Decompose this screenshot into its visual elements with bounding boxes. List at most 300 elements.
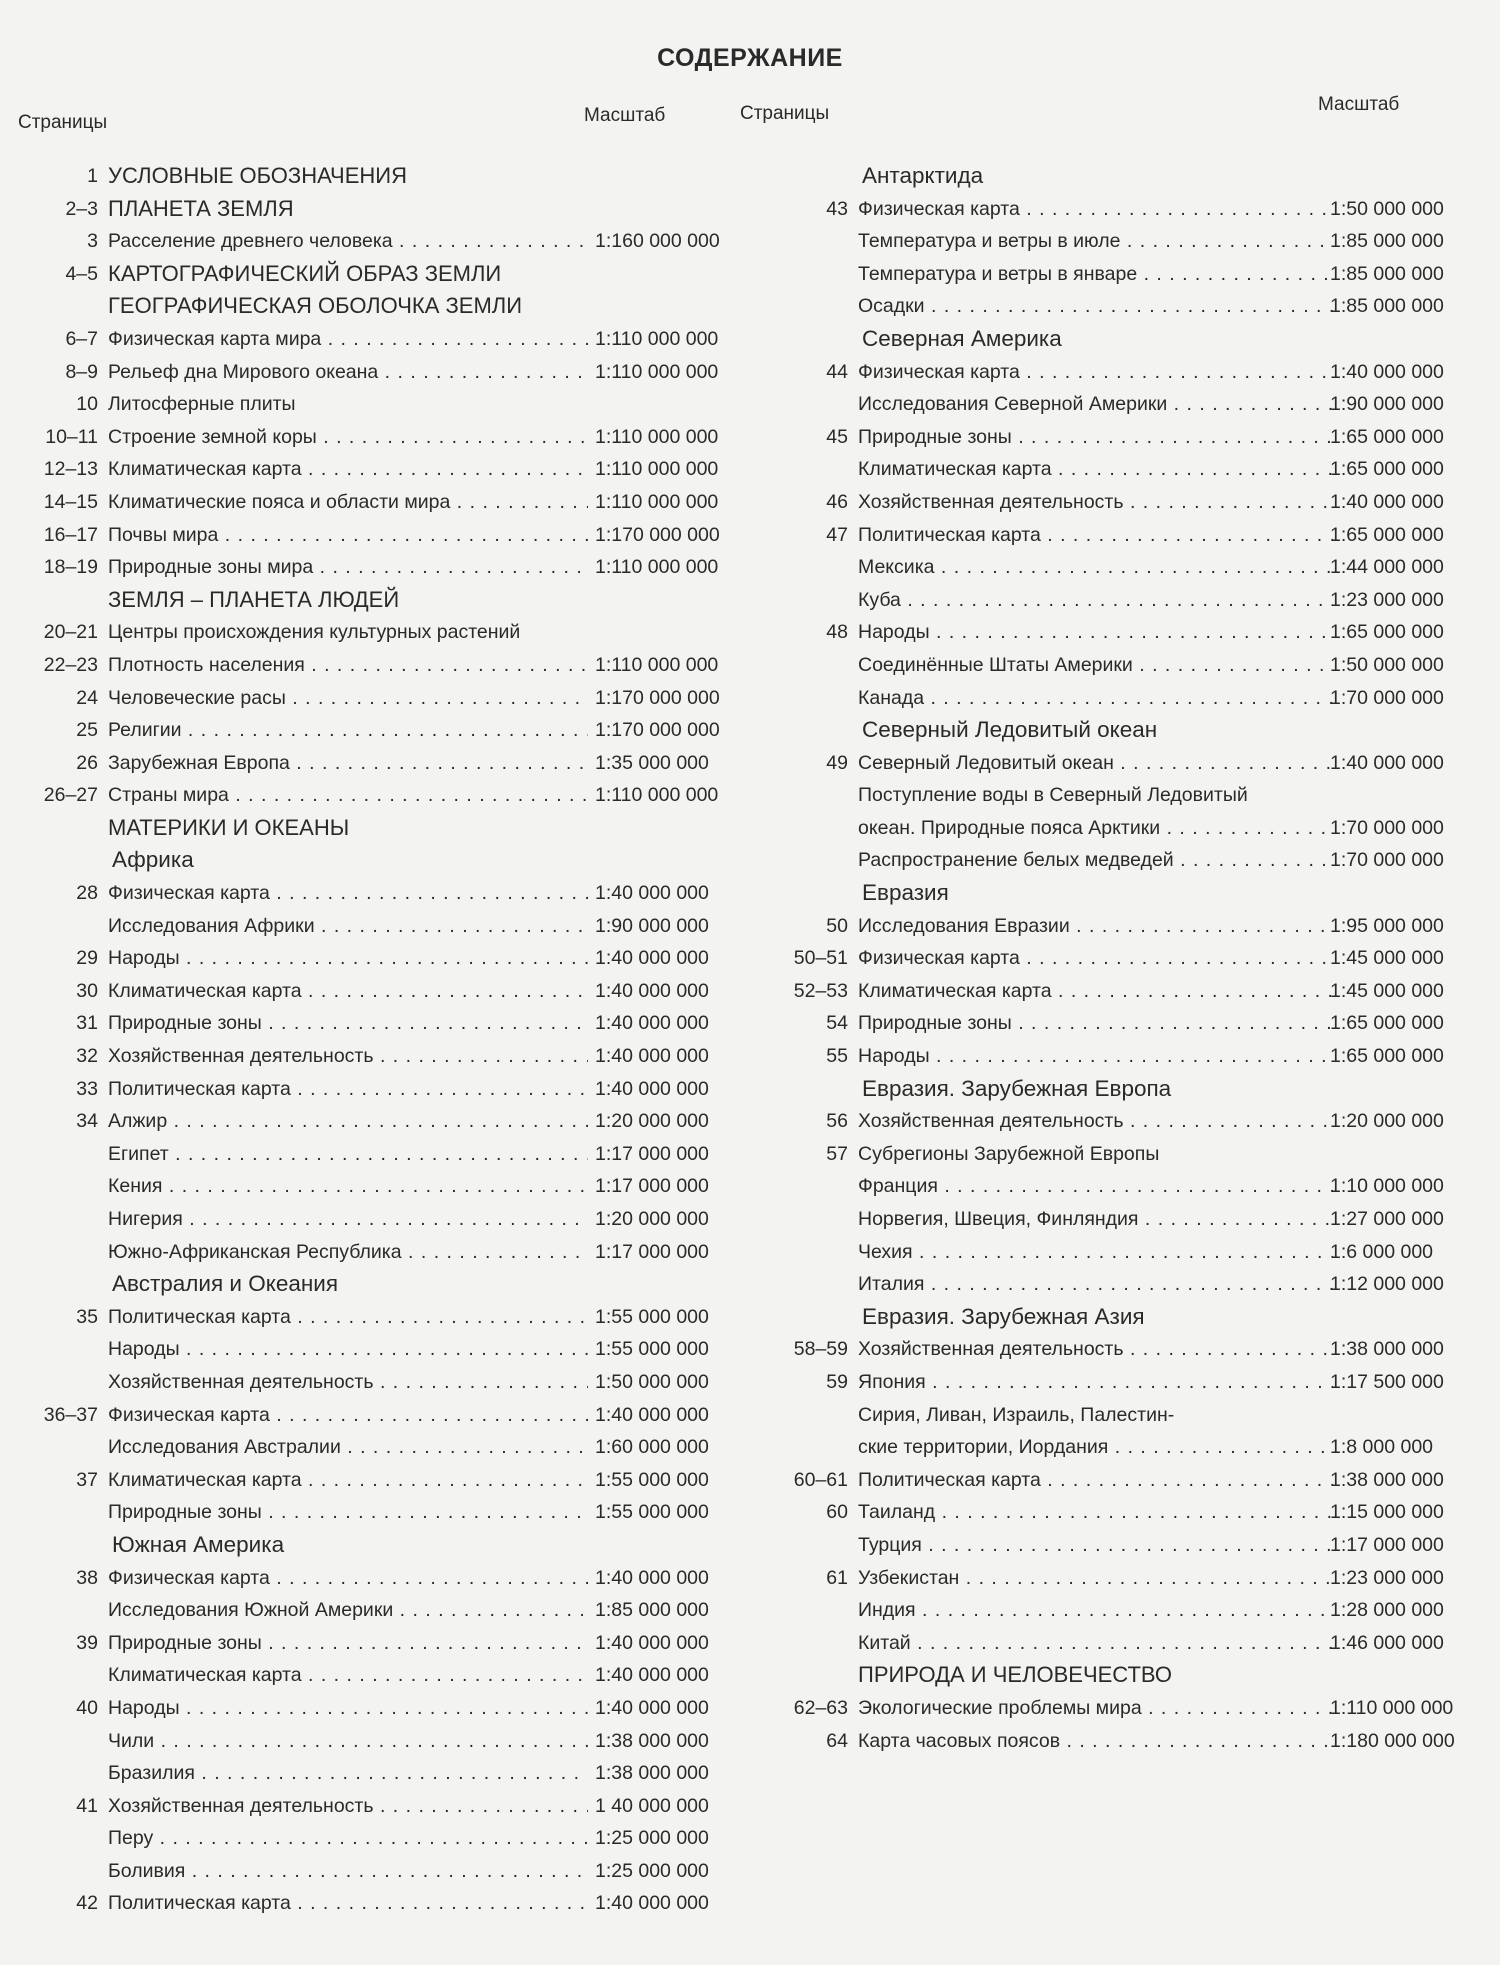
toc-map-scale: 1:85 000 000 — [1330, 230, 1444, 253]
toc-map-scale: 1:110 000 000 — [595, 784, 719, 807]
toc-page-number: 25 — [76, 719, 98, 742]
toc-map-scale: 1:40 000 000 — [595, 1892, 709, 1915]
toc-section-heading — [10, 258, 730, 291]
toc-map-scale: 1:40 000 000 — [595, 1077, 709, 1100]
toc-entry-title: Физическая карта . . . — [858, 356, 1333, 389]
toc-entry-title: Температура и ветры в июле . . . — [858, 225, 1333, 258]
toc-entry — [10, 225, 730, 258]
toc-section-heading — [10, 1529, 730, 1562]
toc-page-number: 62–63 — [793, 1696, 848, 1719]
toc-entry-title: Исследования Северной Америки . . . — [858, 388, 1333, 421]
toc-map-scale: 1:40 000 000 — [595, 1566, 709, 1589]
toc-entry-title: Италия . . . — [858, 1268, 1333, 1301]
toc-entry-title: Страны мира . . . — [108, 779, 588, 812]
toc-page-number: 36–37 — [43, 1403, 98, 1426]
toc-map-scale: 1:180 000 000 — [1330, 1729, 1455, 1752]
scale-column-label-right: Масштаб — [1318, 94, 1400, 115]
toc-map-scale: 1:40 000 000 — [595, 1403, 709, 1426]
toc-entry-title: Исследования Австралии . . . — [108, 1431, 588, 1464]
toc-page-number: 28 — [76, 882, 98, 905]
toc-map-scale: 1:25 000 000 — [595, 1859, 709, 1882]
toc-entry-title: Физическая карта . . . — [108, 1399, 588, 1432]
toc-entry — [760, 616, 1480, 649]
toc-map-scale: 1:65 000 000 — [1330, 1012, 1444, 1035]
toc-section-heading — [10, 193, 730, 226]
toc-entry — [760, 1040, 1480, 1073]
toc-entry — [760, 942, 1480, 975]
toc-entry-title: Индия . . . — [858, 1594, 1333, 1627]
toc-entry-title: Центры происхождения культурных растений — [108, 621, 521, 644]
toc-page-number: 22–23 — [43, 653, 98, 676]
toc-entry-title: Политическая карта . . . — [108, 1887, 588, 1920]
toc-map-scale: 1:65 000 000 — [1330, 425, 1444, 448]
toc-entry-title: Мексика . . . — [858, 551, 1333, 584]
toc-entry — [10, 486, 730, 519]
toc-entry-title: Боливия . . . — [108, 1855, 588, 1888]
toc-entry-title: Северный Ледовитый океан — [862, 717, 1158, 743]
toc-entry — [760, 1236, 1480, 1269]
toc-entry — [10, 1887, 730, 1920]
toc-entry — [10, 421, 730, 454]
toc-entry — [760, 844, 1480, 877]
toc-map-scale: 1:10 000 000 — [1330, 1175, 1444, 1198]
toc-entry — [760, 193, 1480, 226]
toc-right-column — [760, 160, 1480, 1757]
toc-map-scale: 1:17 000 000 — [595, 1142, 709, 1165]
toc-section-heading — [760, 714, 1480, 747]
toc-entry-title: Народы . . . — [108, 942, 588, 975]
toc-entry-title: Куба . . . — [858, 584, 1333, 617]
toc-page-number: 54 — [826, 1012, 848, 1035]
toc-entry-title: Климатическая карта . . . — [108, 975, 588, 1008]
toc-entry — [10, 877, 730, 910]
toc-entry-title: Народы . . . — [858, 1040, 1333, 1073]
toc-entry — [10, 1464, 730, 1497]
toc-map-scale: 1:17 000 000 — [595, 1175, 709, 1198]
toc-map-scale: 1:55 000 000 — [595, 1468, 709, 1491]
toc-map-scale: 1:110 000 000 — [595, 653, 719, 676]
toc-entry-title: Климатическая карта . . . — [108, 1659, 588, 1692]
toc-map-scale: 1:110 000 000 — [595, 425, 719, 448]
toc-map-scale: 1:60 000 000 — [595, 1436, 709, 1459]
toc-entry — [10, 388, 730, 421]
toc-entry-title: Политическая карта . . . — [108, 1073, 588, 1106]
toc-entry-title: Исследования Южной Америки . . . — [108, 1594, 588, 1627]
toc-entry — [10, 714, 730, 747]
toc-entry-title: ские территории, Иордания . . . — [858, 1431, 1333, 1464]
toc-entry-title: Физическая карта . . . — [108, 877, 588, 910]
toc-map-scale: 1:90 000 000 — [1330, 393, 1444, 416]
toc-page-number: 40 — [76, 1696, 98, 1719]
toc-page-number: 33 — [76, 1077, 98, 1100]
toc-page-number: 20–21 — [43, 621, 98, 644]
toc-entry — [760, 356, 1480, 389]
toc-page-number: 41 — [76, 1794, 98, 1817]
toc-entry-title: Южно-Африканская Республика . . . — [108, 1236, 588, 1269]
toc-entry — [10, 1725, 730, 1758]
toc-entry — [760, 1333, 1480, 1366]
toc-map-scale: 1:170 000 000 — [595, 719, 720, 742]
toc-map-scale: 1:70 000 000 — [1330, 686, 1444, 709]
toc-map-scale: 1:23 000 000 — [1330, 588, 1444, 611]
toc-map-scale: 1:8 000 000 — [1330, 1436, 1434, 1459]
toc-entry — [10, 910, 730, 943]
toc-map-scale: 1:65 000 000 — [1330, 1045, 1444, 1068]
toc-entry-title: Политическая карта . . . — [108, 1301, 588, 1334]
toc-section-heading — [10, 844, 730, 877]
toc-entry-title: Перу . . . — [108, 1822, 588, 1855]
toc-entry — [760, 1496, 1480, 1529]
toc-section-heading — [760, 1301, 1480, 1334]
toc-entry-title: Кения . . . — [108, 1170, 588, 1203]
toc-page-number: 3 — [87, 230, 98, 253]
toc-entry-title: океан. Природные пояса Арктики . . . — [858, 812, 1333, 845]
toc-entry — [760, 812, 1480, 845]
toc-page-number: 16–17 — [43, 523, 98, 546]
toc-page-number: 26 — [76, 751, 98, 774]
toc-entry — [10, 1562, 730, 1595]
toc-entry-title: Евразия. Зарубежная Европа — [862, 1075, 1172, 1101]
toc-map-scale: 1:170 000 000 — [595, 686, 720, 709]
toc-entry-title: Северная Америка — [862, 325, 1062, 351]
toc-entry-title: Природные зоны мира . . . — [108, 551, 588, 584]
toc-entry — [10, 323, 730, 356]
toc-entry — [10, 1105, 730, 1138]
toc-map-scale: 1:110 000 000 — [595, 360, 719, 383]
toc-page-number: 58–59 — [793, 1338, 848, 1361]
toc-entry-title: Таиланд . . . — [858, 1496, 1333, 1529]
toc-entry-title: Расселение древнего человека . . . — [108, 225, 588, 258]
toc-map-scale: 1:17 000 000 — [1330, 1533, 1444, 1556]
toc-entry — [10, 356, 730, 389]
toc-page-number: 10–11 — [45, 425, 98, 448]
toc-entry — [10, 1170, 730, 1203]
toc-entry — [760, 975, 1480, 1008]
toc-map-scale: 1:38 000 000 — [1330, 1468, 1444, 1491]
toc-page-number: 60 — [826, 1501, 848, 1524]
toc-map-scale: 1:40 000 000 — [595, 1631, 709, 1654]
toc-map-scale: 1:65 000 000 — [1330, 621, 1444, 644]
toc-page-number: 64 — [826, 1729, 848, 1752]
toc-page-number: 55 — [826, 1045, 848, 1068]
toc-entry — [760, 1366, 1480, 1399]
toc-page-number: 2–3 — [65, 197, 98, 220]
toc-entry-title: Норвегия, Швеция, Финляндия . . . — [858, 1203, 1333, 1236]
toc-entry — [760, 1138, 1480, 1171]
toc-entry — [760, 551, 1480, 584]
toc-entry-title: УСЛОВНЫЕ ОБОЗНАЧЕНИЯ — [108, 163, 407, 188]
toc-page-number: 48 — [826, 621, 848, 644]
toc-entry — [760, 779, 1480, 812]
toc-section-heading — [760, 1073, 1480, 1106]
toc-page-number: 42 — [76, 1892, 98, 1915]
toc-entry-title: Осадки . . . — [858, 290, 1333, 323]
toc-entry — [760, 421, 1480, 454]
toc-entry-title: Политическая карта . . . — [858, 519, 1333, 552]
toc-map-scale: 1:20 000 000 — [1330, 1110, 1444, 1133]
toc-entry — [10, 1594, 730, 1627]
toc-entry-title: Климатические пояса и области мира . . . — [108, 486, 588, 519]
toc-entry-title: Народы . . . — [858, 616, 1333, 649]
toc-entry-title: Хозяйственная деятельность . . . — [858, 1333, 1333, 1366]
toc-page-number: 47 — [826, 523, 848, 546]
toc-entry — [10, 1790, 730, 1823]
toc-entry — [760, 1105, 1480, 1138]
toc-entry — [760, 453, 1480, 486]
toc-map-scale: 1:38 000 000 — [595, 1762, 709, 1785]
toc-entry-title: Почвы мира . . . — [108, 519, 588, 552]
pages-column-label-left: Страницы — [18, 112, 108, 133]
toc-section-heading — [760, 877, 1480, 910]
toc-entry-title: Узбекистан . . . — [858, 1562, 1333, 1595]
toc-entry-title: Природные зоны . . . — [108, 1627, 588, 1660]
toc-section-heading — [10, 584, 730, 617]
toc-map-scale: 1:17 000 000 — [595, 1240, 709, 1263]
toc-entry — [10, 1627, 730, 1660]
toc-page-number: 6–7 — [65, 327, 98, 350]
toc-entry-title: Алжир . . . — [108, 1105, 588, 1138]
toc-entry — [10, 649, 730, 682]
toc-section-heading — [10, 160, 730, 193]
toc-map-scale: 1:40 000 000 — [1330, 360, 1444, 383]
toc-map-scale: 1:20 000 000 — [595, 1110, 709, 1133]
toc-entry — [10, 1496, 730, 1529]
toc-map-scale: 1:170 000 000 — [595, 523, 720, 546]
toc-entry-title: Бразилия . . . — [108, 1757, 588, 1790]
toc-entry — [760, 225, 1480, 258]
toc-entry — [760, 1399, 1480, 1432]
toc-entry-title: Физическая карта . . . — [108, 1562, 588, 1595]
toc-page-number: 50–51 — [793, 947, 848, 970]
toc-map-scale: 1:85 000 000 — [1330, 295, 1444, 318]
toc-entry-title: Экологические проблемы мира . . . — [858, 1692, 1333, 1725]
toc-map-scale: 1:15 000 000 — [1330, 1501, 1444, 1524]
toc-map-scale: 1:65 000 000 — [1330, 523, 1444, 546]
toc-entry — [10, 975, 730, 1008]
pages-column-label-right: Страницы — [740, 103, 830, 124]
toc-entry — [760, 584, 1480, 617]
toc-page-number: 45 — [826, 425, 848, 448]
toc-entry — [760, 1464, 1480, 1497]
toc-map-scale: 1:25 000 000 — [595, 1827, 709, 1850]
toc-entry — [10, 1399, 730, 1432]
toc-page-number: 57 — [826, 1142, 848, 1165]
toc-entry — [10, 1757, 730, 1790]
toc-entry — [10, 1138, 730, 1171]
toc-entry-title: Южная Америка — [112, 1531, 285, 1557]
toc-entry — [10, 616, 730, 649]
toc-page-number: 8–9 — [65, 360, 98, 383]
toc-entry-title: Канада . . . — [858, 682, 1333, 715]
toc-entry — [10, 1073, 730, 1106]
toc-entry-title: Литосферные плиты — [108, 393, 296, 416]
toc-entry-title: Хозяйственная деятельность . . . — [108, 1040, 588, 1073]
toc-page-number: 26–27 — [43, 784, 98, 807]
toc-entry — [10, 519, 730, 552]
toc-entry-title: Нигерия . . . — [108, 1203, 588, 1236]
toc-entry-title: Физическая карта . . . — [858, 193, 1333, 226]
toc-entry — [760, 910, 1480, 943]
toc-page-number: 39 — [76, 1631, 98, 1654]
toc-map-scale: 1:28 000 000 — [1330, 1599, 1444, 1622]
toc-entry — [10, 1366, 730, 1399]
toc-page-number: 32 — [76, 1045, 98, 1068]
toc-left-column — [10, 160, 730, 1920]
toc-section-heading — [760, 1659, 1480, 1692]
toc-entry-title: Турция . . . — [858, 1529, 1333, 1562]
toc-map-scale: 1:40 000 000 — [595, 1045, 709, 1068]
toc-page-number: 56 — [826, 1110, 848, 1133]
toc-entry-title: Чехия . . . — [858, 1236, 1333, 1269]
toc-entry — [760, 1692, 1480, 1725]
toc-map-scale: 1:70 000 000 — [1330, 849, 1444, 872]
toc-map-scale: 1:40 000 000 — [595, 1696, 709, 1719]
toc-map-scale: 1:85 000 000 — [1330, 262, 1444, 285]
toc-entry-title: Плотность населения . . . — [108, 649, 588, 682]
toc-entry-title: Субрегионы Зарубежной Европы — [858, 1142, 1160, 1165]
toc-map-scale: 1:45 000 000 — [1330, 947, 1444, 970]
toc-page-number: 35 — [76, 1305, 98, 1328]
toc-entry-title: ПЛАНЕТА ЗЕМЛЯ — [108, 195, 294, 221]
toc-entry — [10, 1203, 730, 1236]
toc-entry-title: Евразия — [862, 880, 949, 906]
toc-entry — [10, 1822, 730, 1855]
toc-entry-title: Евразия. Зарубежная Азия — [862, 1303, 1145, 1329]
toc-section-heading — [760, 160, 1480, 193]
toc-map-scale: 1:23 000 000 — [1330, 1566, 1444, 1589]
toc-entry — [760, 1170, 1480, 1203]
toc-entry — [760, 1203, 1480, 1236]
toc-page-number: 61 — [826, 1566, 848, 1589]
toc-entry-title: Франция . . . — [858, 1170, 1333, 1203]
toc-entry-title: МАТЕРИКИ И ОКЕАНЫ — [108, 814, 350, 840]
toc-entry — [10, 1040, 730, 1073]
toc-page-number: 44 — [826, 360, 848, 383]
toc-entry-title: Африка — [112, 847, 194, 873]
toc-map-scale: 1:50 000 000 — [595, 1370, 709, 1393]
toc-map-scale: 1:40 000 000 — [595, 947, 709, 970]
toc-entry — [760, 290, 1480, 323]
toc-map-scale: 1:40 000 000 — [595, 1664, 709, 1687]
toc-entry-title: Зарубежная Европа . . . — [108, 747, 588, 780]
toc-entry-title: Карта часовых поясов . . . — [858, 1725, 1333, 1758]
toc-page-number: 50 — [826, 914, 848, 937]
toc-page-number: 4–5 — [65, 262, 98, 285]
scale-column-label-left: Масштаб — [584, 105, 666, 126]
toc-entry — [10, 1692, 730, 1725]
toc-map-scale: 1:40 000 000 — [595, 979, 709, 1002]
toc-map-scale: 1:50 000 000 — [1330, 197, 1444, 220]
toc-entry-title: Австралия и Океания — [112, 1271, 339, 1297]
toc-map-scale: 1:95 000 000 — [1330, 914, 1444, 937]
toc-page-number: 31 — [76, 1012, 98, 1035]
toc-entry-title: Природные зоны . . . — [108, 1007, 588, 1040]
toc-section-heading — [760, 323, 1480, 356]
toc-entry-title: Природные зоны . . . — [858, 421, 1333, 454]
toc-entry — [10, 942, 730, 975]
toc-map-scale: 1 40 000 000 — [595, 1794, 709, 1817]
toc-map-scale: 1:12 000 000 — [1330, 1273, 1444, 1296]
toc-entry-title: Климатическая карта . . . — [858, 453, 1333, 486]
toc-map-scale: 1:65 000 000 — [1330, 458, 1444, 481]
toc-entry-title: Природные зоны . . . — [108, 1496, 588, 1529]
toc-page-number: 52–53 — [793, 979, 848, 1002]
toc-page-number: 60–61 — [793, 1468, 848, 1491]
toc-map-scale: 1:40 000 000 — [595, 1012, 709, 1035]
toc-entry — [10, 1236, 730, 1269]
toc-map-scale: 1:44 000 000 — [1330, 556, 1444, 579]
toc-entry-title: Соединённые Штаты Америки . . . — [858, 649, 1333, 682]
toc-section-heading — [10, 1268, 730, 1301]
toc-entry-title: Распространение белых медведей . . . — [858, 844, 1333, 877]
toc-entry-title: Исследования Евразии . . . — [858, 910, 1333, 943]
toc-entry — [760, 1594, 1480, 1627]
toc-entry-title: Хозяйственная деятельность . . . — [858, 486, 1333, 519]
toc-page-number: 34 — [76, 1110, 98, 1133]
toc-entry — [760, 1627, 1480, 1660]
toc-entry — [760, 1529, 1480, 1562]
toc-page-number: 1 — [87, 165, 98, 187]
toc-map-scale: 1:110 000 000 — [595, 458, 719, 481]
toc-map-scale: 1:40 000 000 — [595, 882, 709, 905]
toc-entry-title: Климатическая карта . . . — [108, 453, 588, 486]
toc-entry — [760, 682, 1480, 715]
toc-entry-title: Япония . . . — [858, 1366, 1333, 1399]
toc-map-scale: 1:55 000 000 — [595, 1305, 709, 1328]
toc-entry-title: Климатическая карта . . . — [108, 1464, 588, 1497]
toc-map-scale: 1:50 000 000 — [1330, 653, 1444, 676]
toc-map-scale: 1:35 000 000 — [595, 751, 709, 774]
toc-page-number: 10 — [76, 393, 98, 416]
toc-map-scale: 1:20 000 000 — [595, 1208, 709, 1230]
toc-map-scale: 1:46 000 000 — [1330, 1631, 1444, 1654]
toc-map-scale: 1:6 000 000 — [1330, 1240, 1434, 1263]
toc-page-number: 24 — [76, 686, 98, 709]
toc-entry-title: Политическая карта . . . — [858, 1464, 1333, 1497]
toc-entry — [760, 258, 1480, 291]
toc-map-scale: 1:110 000 000 — [1330, 1696, 1454, 1719]
toc-entry — [10, 1659, 730, 1692]
toc-section-heading — [10, 812, 730, 845]
toc-page-number: 12–13 — [43, 458, 98, 481]
toc-entry — [760, 747, 1480, 780]
toc-entry — [760, 1562, 1480, 1595]
toc-map-scale: 1:110 000 000 — [595, 490, 719, 513]
toc-entry — [10, 1007, 730, 1040]
toc-page-number: 46 — [826, 490, 848, 513]
toc-map-scale: 1:40 000 000 — [1330, 490, 1444, 513]
toc-page-number: 14–15 — [43, 490, 98, 513]
toc-entry-title: Религии . . . — [108, 714, 588, 747]
toc-map-scale: 1:38 000 000 — [1330, 1338, 1444, 1361]
toc-entry — [760, 1007, 1480, 1040]
toc-entry — [10, 779, 730, 812]
toc-entry-title: ГЕОГРАФИЧЕСКАЯ ОБОЛОЧКА ЗЕМЛИ — [108, 293, 523, 319]
toc-entry-title: Северный Ледовитый океан . . . — [858, 747, 1333, 780]
toc-page-number: 30 — [76, 979, 98, 1002]
toc-entry-title: Хозяйственная деятельность . . . — [858, 1105, 1333, 1138]
toc-entry — [760, 519, 1480, 552]
toc-entry-title: ЗЕМЛЯ – ПЛАНЕТА ЛЮДЕЙ — [108, 586, 400, 612]
toc-entry-title: Климатическая карта . . . — [858, 975, 1333, 1008]
toc-entry — [10, 1301, 730, 1334]
toc-entry — [760, 486, 1480, 519]
toc-entry — [760, 388, 1480, 421]
toc-map-scale: 1:70 000 000 — [1330, 816, 1444, 839]
toc-page-number: 37 — [76, 1468, 98, 1491]
toc-entry — [10, 1855, 730, 1888]
toc-entry-title: Китай . . . — [858, 1627, 1333, 1660]
